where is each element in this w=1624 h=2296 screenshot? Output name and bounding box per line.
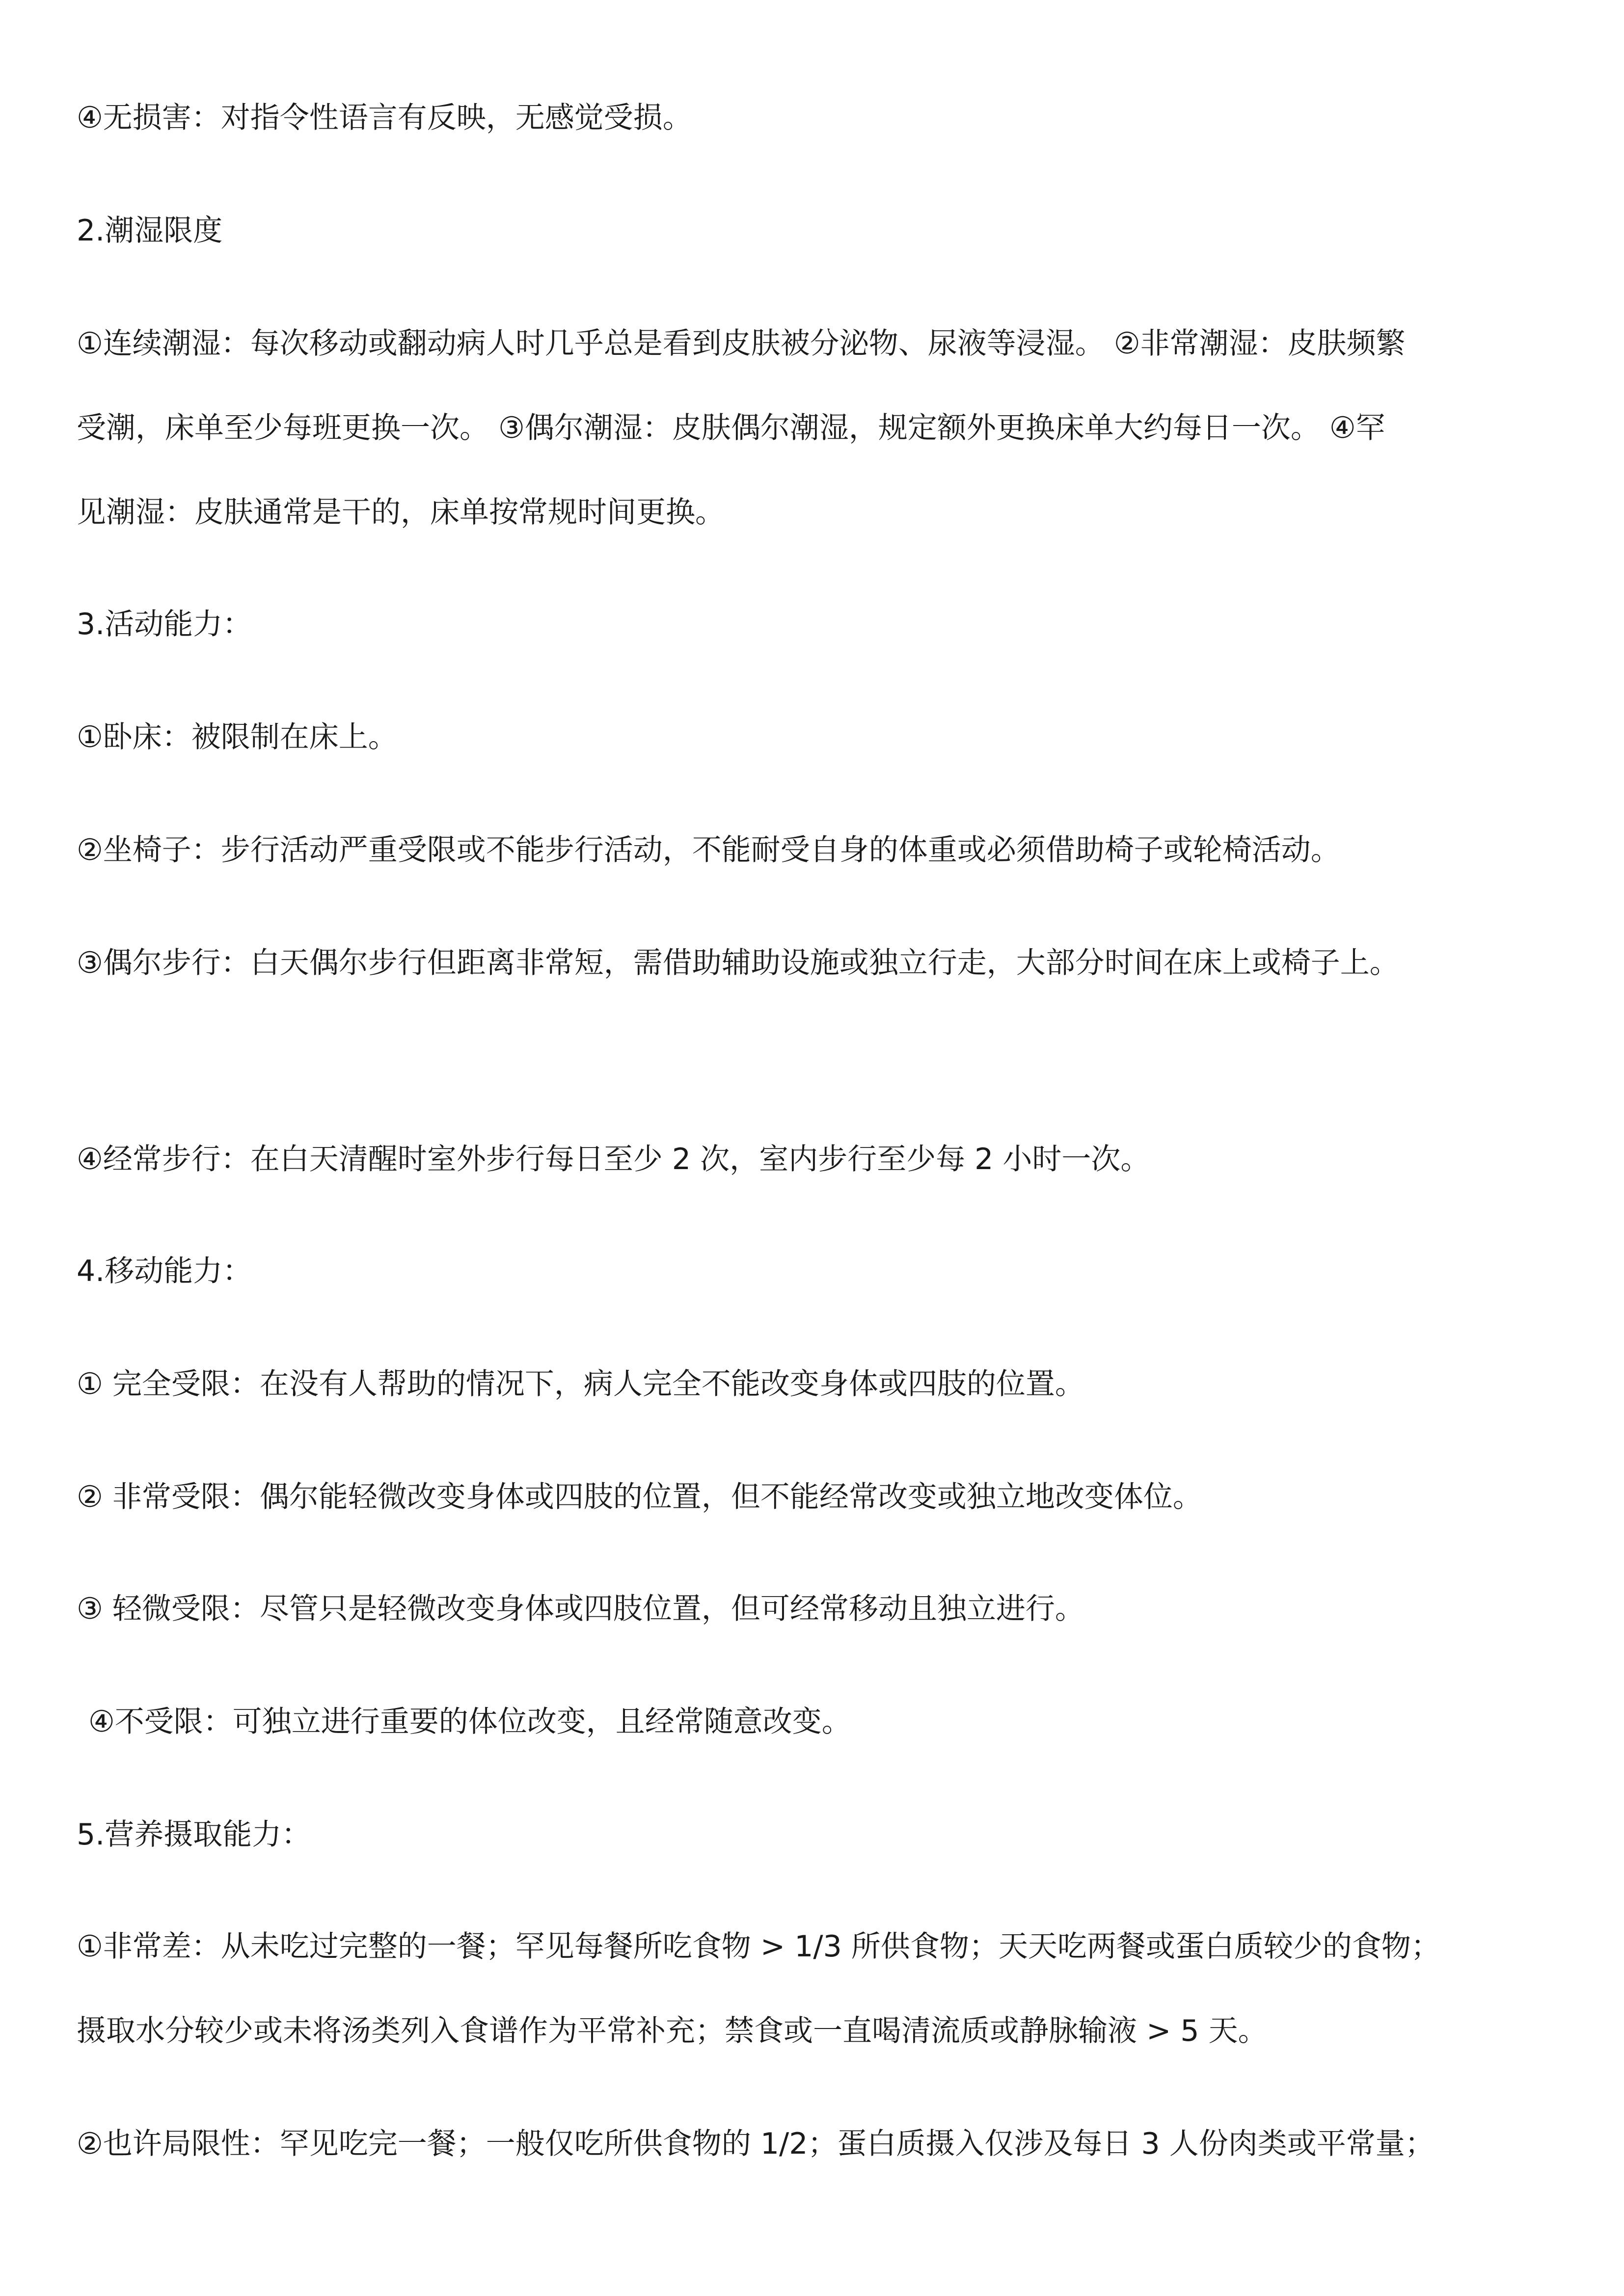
text-line: ②坐椅子：步行活动严重受限或不能步行活动，不能耐受自身的体重或必须借助椅子或轮椅活动。 bbox=[77, 833, 1340, 867]
text-line: 受潮，床单至少每班更换一次。 ③偶尔潮湿：皮肤偶尔潮湿，规定额外更换床单大约每日一次。 ④罕 bbox=[77, 411, 1385, 445]
text-line: ④无损害：对指令性语言有反映，无感觉受损。 bbox=[77, 101, 692, 135]
text-line: ①非常差：从未吃过完整的一餐；罕见每餐所吃食物 > 1/3 所供食物；天天吃两餐或蛋白质较少的食物； bbox=[77, 1929, 1440, 1964]
text-line: ② 非常受限：偶尔能轻微改变身体或四肢的位置，但不能经常改变或独立地改变体位。 bbox=[77, 1480, 1202, 1514]
text-line: ④经常步行：在白天清醒时室外步行每日至少 2 次，室内步行至少每 2 小时一次。 bbox=[77, 1142, 1150, 1176]
section-heading: 5.营养摄取能力： bbox=[77, 1817, 311, 1852]
text-line: ①卧床：被限制在床上。 bbox=[77, 720, 398, 754]
text-line: ①连续潮湿：每次移动或翻动病人时几乎总是看到皮肤被分泌物、尿液等浸湿。 ②非常潮湿：皮肤频繁 bbox=[77, 326, 1406, 361]
text-line: ① 完全受限：在没有人帮助的情况下，病人完全不能改变身体或四肢的位置。 bbox=[77, 1367, 1084, 1401]
text-line: 见潮湿：皮肤通常是干的，床单按常规时间更换。 bbox=[77, 495, 725, 530]
text-line: ④不受限：可独立进行重要的体位改变，且经常随意改变。 bbox=[88, 1705, 851, 1739]
text-line: 摄取水分较少或未将汤类列入食谱作为平常补充；禁食或一直喝清流质或静脉输液 > 5 天。 bbox=[77, 2014, 1268, 2048]
section-heading: 3.活动能力： bbox=[77, 607, 252, 641]
text-line: ③偶尔步行：白天偶尔步行但距离非常短，需借助辅助设施或独立行走，大部分时间在床上或椅子上。 bbox=[77, 946, 1399, 980]
text-line: ②也许局限性：罕见吃完一餐；一般仅吃所供食物的 1/2；蛋白质摄入仅涉及每日 3 人份肉类或平常量； bbox=[77, 2127, 1435, 2161]
section-heading: 4.移动能力： bbox=[77, 1254, 252, 1288]
section-heading: 2.潮湿限度 bbox=[77, 214, 223, 248]
text-line: ③ 轻微受限：尽管只是轻微改变身体或四肢位置，但可经常移动且独立进行。 bbox=[77, 1592, 1084, 1626]
